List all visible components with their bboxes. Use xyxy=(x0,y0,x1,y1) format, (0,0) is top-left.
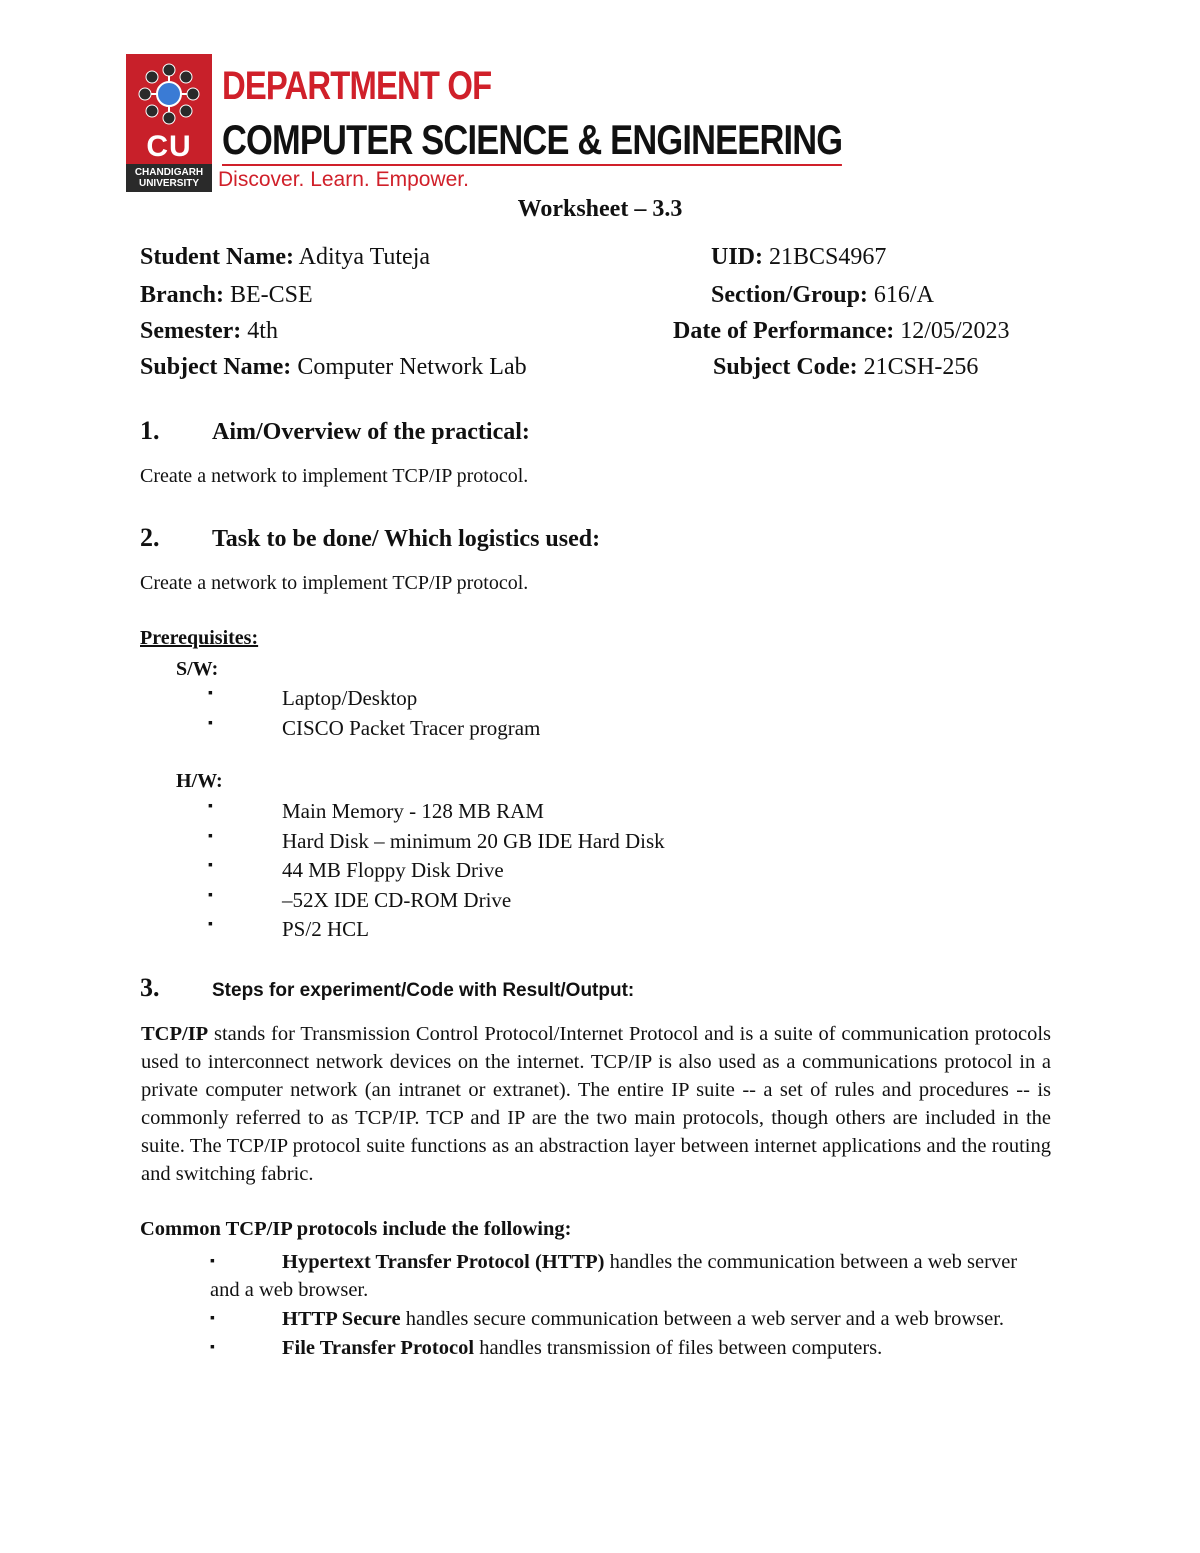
bullet-icon: ▪ xyxy=(208,887,213,903)
common-protocols-heading: Common TCP/IP protocols include the following: xyxy=(140,1218,572,1240)
bullet-icon: ▪ xyxy=(208,686,213,701)
bullet-icon: ▪ xyxy=(208,799,213,814)
university-emblem-icon xyxy=(134,60,204,128)
subject-name: Subject Name: Computer Network Lab xyxy=(140,354,527,380)
university-tagline: Discover. Learn. Empower. xyxy=(218,168,469,191)
student-name: Student Name: Aditya Tuteja xyxy=(140,244,431,270)
section-aim-heading: 1. Aim/Overview of the practical: xyxy=(140,416,530,445)
subject-code: Subject Code: 21CSH-256 xyxy=(713,354,979,380)
logo-abbrev: CU xyxy=(146,130,192,163)
task-text: Create a network to implement TCP/IP protocol. xyxy=(140,572,529,594)
bullet-icon: ▪ xyxy=(208,858,213,873)
bullet-icon: ▪ xyxy=(210,1311,215,1326)
worksheet-page: CU CHANDIGARH UNIVERSITY DEPARTMENT OF COMPUTER SCIENCE & ENGINEERING Discover. Learn. Empower. Worksheet – 3.3 Student Name: Aditya Tuteja UID: 21BCS4967 Branch: BE-CSE Section/Group: 616/A Semester: 4th Date of Performance: 12/05/2023 Subject Name: Computer Network Lab Subject Code: 21CSH-256 1. Aim/Overview of the practical: Create a network to implement TCP/IP protocol. 2. Task to be done/ Which logistics used: Create a network to implement TCP/IP protocol. Prerequisites: S/W: ▪ Laptop/Desktop ▪ CISCO Packet Tracer program H/W: ▪ Main Memory - 128 MB RAM ▪ Hard Disk – minimum 20 GB IDE Hard Disk ▪ 44 MB Floppy Disk Drive ▪ –52X IDE CD-ROM Drive ▪ PS/2 HCL 3. Steps for experiment/Code with Result/Output: TCP/IP stands for Transmission Control Protocol/Internet Protocol and is a suite of communication protocols used to interconnect network devices on the internet. TCP/IP is also used as a communications protocol in a private computer network (an intranet or extranet). The entire IP suite -- a set of rules and procedures -- is commonly referred to as TCP/IP. TCP and IP are the two main protocols, though others are included in the suite. The TCP/IP protocol suite functions as an abstraction layer between internet applications and the routing and switching fabric. Common TCP/IP protocols include the following: ▪ Hypertext Transfer Protocol (HTTP) handles the communication between a web server and a web browser. ▪ HTTP Secure handles secure communication between a web server and a web browser. ▪ File Transfer Protocol handles transmission of files between computers. xyxy=(0,0,1200,1553)
tcpip-description: TCP/IP stands for Transmission Control Protocol/Internet Protocol and is a suite of communication protocols used to interconnect network devices on the internet. TCP/IP is also used as a communications protocol in a private computer network (an intranet or extranet). The entire IP suite -- a set of rules and procedures -- is commonly referred to as TCP/IP. TCP and IP are the two main protocols, though others are included in the suite. The TCP/IP protocol suite functions as an abstraction layer between internet applications and the routing and switching fabric. xyxy=(141,1023,1051,1185)
date-of-performance: Date of Performance: 12/05/2023 xyxy=(673,318,1010,344)
worksheet-title: Worksheet – 3.3 xyxy=(517,196,683,222)
student-section: Section/Group: 616/A xyxy=(711,282,934,308)
prerequisites-heading: Prerequisites: xyxy=(140,627,259,649)
list-item: ▪ File Transfer Protocol handles transmission of files between computers. xyxy=(210,1334,1030,1362)
logo-university-name: CHANDIGARH UNIVERSITY xyxy=(126,164,212,192)
hardware-heading: H/W: xyxy=(176,770,223,792)
aim-text: Create a network to implement TCP/IP protocol. xyxy=(140,465,529,487)
software-heading: S/W: xyxy=(176,658,219,680)
list-item: ▪ HTTP Secure handles secure communication between a web server and a web browser. xyxy=(210,1305,1030,1333)
bullet-icon: ▪ xyxy=(208,715,213,731)
list-item: ▪ Hypertext Transfer Protocol (HTTP) handles the communication between a web server and a web browser. xyxy=(210,1248,1030,1304)
department-name: COMPUTER SCIENCE & ENGINEERING xyxy=(222,116,842,166)
student-branch: Branch: BE-CSE xyxy=(140,282,313,308)
protocol-list xyxy=(210,1248,1030,1363)
bullet-icon: ▪ xyxy=(208,917,213,932)
bullet-icon: ▪ xyxy=(210,1340,215,1355)
section-task-heading: 2. Task to be done/ Which logistics used: xyxy=(140,523,601,552)
student-semester: Semester: 4th xyxy=(140,318,278,344)
bullet-icon: ▪ xyxy=(210,1254,215,1269)
section-steps-heading: 3. Steps for experiment/Code with Result/Output: xyxy=(140,973,635,1002)
department-heading: DEPARTMENT OF xyxy=(222,64,492,108)
bullet-icon: ▪ xyxy=(208,828,213,844)
student-uid: UID: 21BCS4967 xyxy=(711,244,887,270)
